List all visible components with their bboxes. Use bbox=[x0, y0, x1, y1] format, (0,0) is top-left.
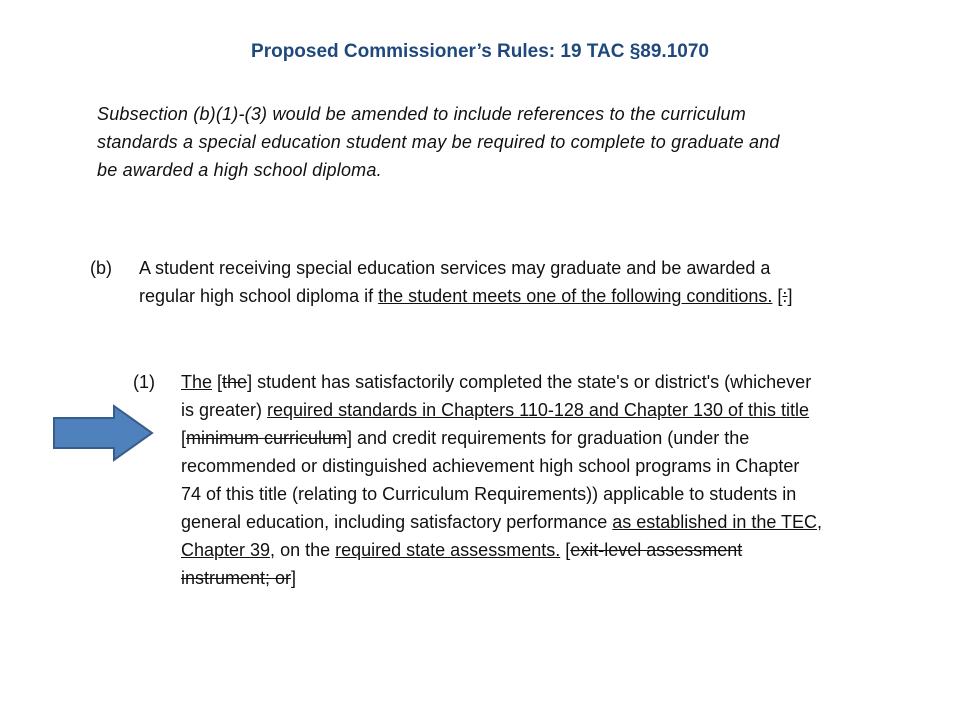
strikethrough-deletion: exit-level assessment instrument; or bbox=[181, 540, 743, 588]
strikethrough-deletion: the bbox=[222, 372, 248, 392]
text-segment: ] student has satisfactorily completed the state's or district's (whichever is greater) bbox=[181, 372, 812, 420]
text-segment: ] bbox=[291, 568, 297, 588]
strikethrough-deletion: minimum curriculum bbox=[186, 428, 348, 448]
page-title: Proposed Commissioner’s Rules: 19 TAC §89.1070 bbox=[251, 41, 709, 62]
text-segment: ] and credit requirements for graduation (under the recommended or distinguished achievement high school programs in Chapter 74 of this title (relating to Curriculum Requirements)) applicable to students in general education, including satisfactory performance bbox=[181, 428, 800, 532]
text-segment: A student receiving special education services may graduate and be awarded a regular high school diploma if bbox=[139, 258, 771, 306]
text-segment: [ bbox=[181, 428, 187, 448]
underlined-insertion: the student meets one of the following conditions. bbox=[378, 286, 773, 306]
paragraph-b bbox=[90, 254, 810, 310]
paragraph-1 bbox=[133, 368, 823, 592]
underlined-insertion: required state assessments. bbox=[335, 540, 561, 560]
underlined-insertion: required standards in Chapters 110-128 and Chapter 130 of this title bbox=[267, 400, 810, 420]
strikethrough-deletion: : bbox=[782, 286, 788, 306]
underlined-insertion: The bbox=[181, 372, 213, 392]
text-segment: [ bbox=[772, 286, 783, 306]
text-segment: ] bbox=[787, 286, 793, 306]
paragraph-1-text bbox=[181, 368, 823, 592]
paragraph-1-marker: (1) bbox=[133, 372, 155, 392]
paragraph-b-text bbox=[139, 254, 810, 310]
text-segment: [ bbox=[560, 540, 571, 560]
underlined-insertion: as established in the TEC, Chapter 39, bbox=[181, 512, 823, 560]
text-segment: [ bbox=[212, 372, 223, 392]
paragraph-b-marker: (b) bbox=[90, 258, 112, 278]
text-segment: on the bbox=[275, 540, 336, 560]
intro-note: Subsection (b)(1)-(3) would be amended to include references to the curriculum standards a special education student may be required to complete to graduate and be awarded a high school diploma. bbox=[97, 104, 780, 180]
